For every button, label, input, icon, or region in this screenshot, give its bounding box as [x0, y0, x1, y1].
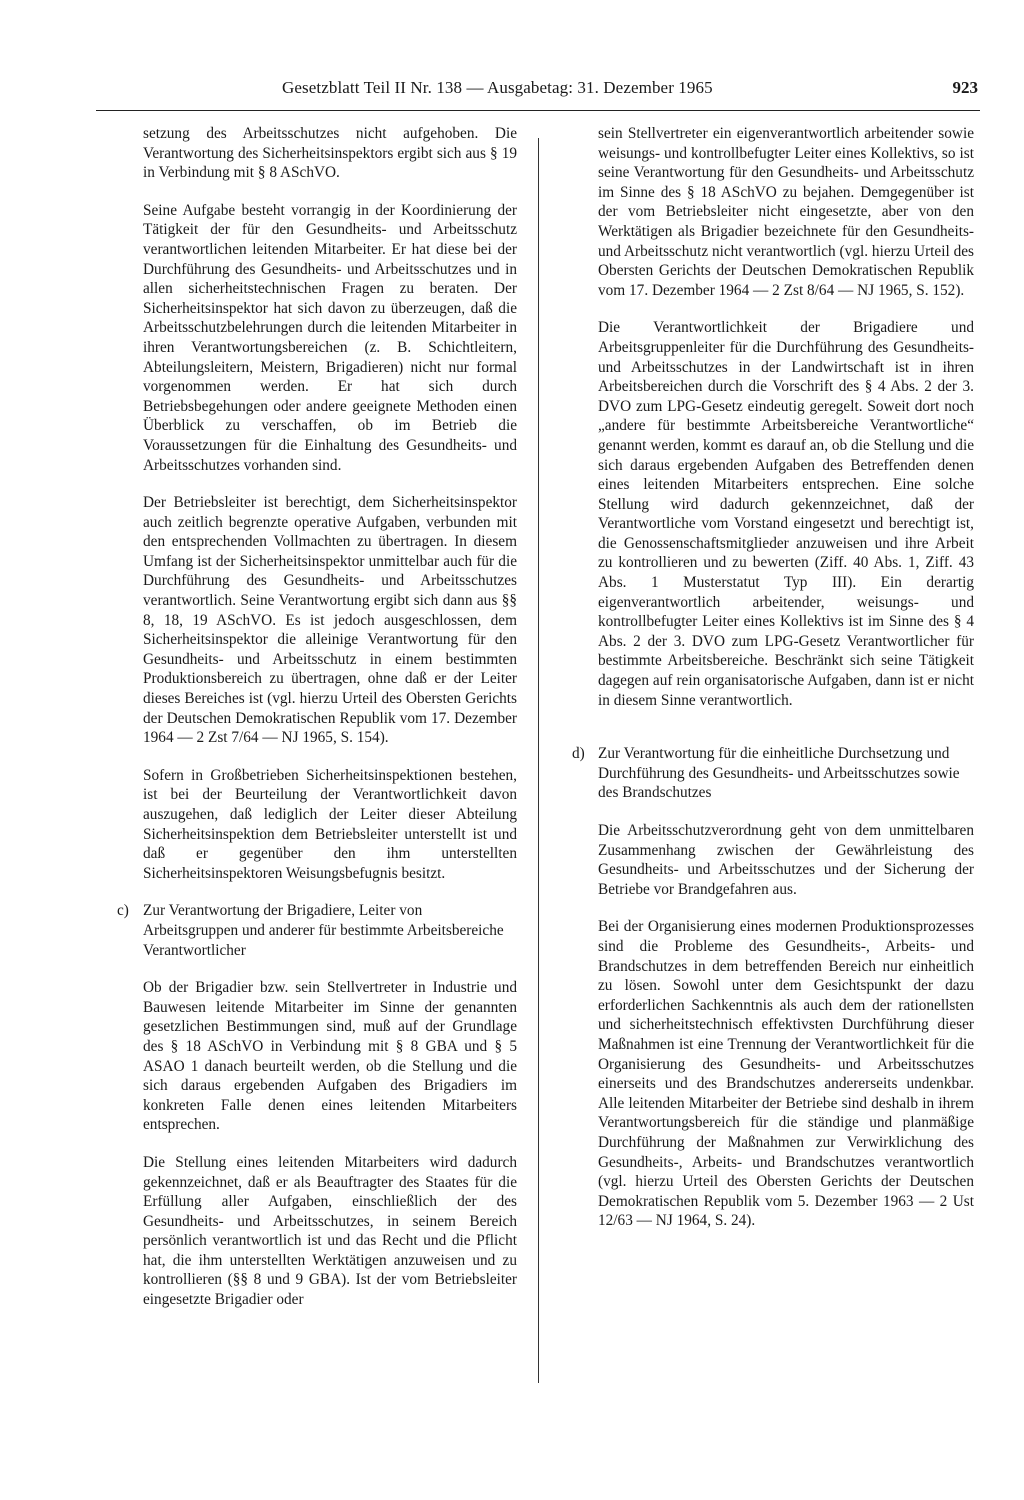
section-heading: Zur Verantwortung der Brigadiere, Leiter von Arbeitsgruppen und anderer für bestimmte Arbeitsbereiche Verantwortlicher: [143, 902, 504, 959]
paragraph: Ob der Brigadier bzw. sein Stellvertreter in Industrie und Bauwesen leitende Mitarbeiter im Sinne der genannten gesetzlichen Bestimmungen sind, muß auf der Grundlage des § 18 ASchVO in Verbindung mit § 8 GBA und § 5 ASAO 1 danach beurteilt werden, ob die Stellung und die sich daraus ergebenden Aufgaben des Brigadiers im konkreten Falle denen eines leitenden Mitarbeiters entsprechen.: [143, 979, 517, 1134]
column-divider: [538, 138, 539, 1383]
page-header: [96, 78, 980, 111]
paragraph: Bei der Organisierung eines modernen Produktionsprozesses sind die Probleme des Gesundheits-, Arbeits- und Brandschutzes in dem betreffenden Bereich nur einheitlich zu lösen. Sowohl unter dem Gesichtspunkt der dazu erforderlichen Sachkenntnis als auch dem der rationellsten und sicherheitstechnisch effektivsten Durchführung dieser Maßnahmen ist eine Trennung der Verantwortlichkeit für die Organisierung des Gesundheits- und Arbeitsschutzes einerseits und des Brandschutzes andererseits undenkbar. Alle leitenden Mitarbeiter der Betriebe sind deshalb in ihrem Verantwortungsbereich für die ständige und planmäßige Durchführung der Maßnahmen zur Verwirklichung des Gesundheits-, Arbeits- und Brandschutzes verantwortlich (vgl. hierzu Urteil des Obersten Gerichts der Deutschen Demokratischen Republik vom 5. Dezember 1963 — 2 Ust 12/63 — NJ 1964, S. 24).: [598, 918, 974, 1230]
page-number: 923: [952, 78, 978, 97]
section-heading: Zur Verantwortung für die einheitliche Durchsetzung und Durchführung des Gesundheits- und Arbeitsschutzes sowie des Brandschutzes: [598, 745, 960, 802]
paragraph: Die Verantwortlichkeit der Brigadiere und Arbeitsgruppenleiter für die Durchführung des Gesundheits- und Arbeitsschutzes in der Landwirtschaft ist in ihren Arbeitsbereichen durch die Vorschrift des § 4 Abs. 2 der 3. DVO zum LPG-Gesetz eindeutig geregelt. Soweit dort noch „andere für bestimmte Arbeitsbereiche Verantwortliche“ genannt werden, kommt es darauf an, ob die Stellung und die sich daraus ergebenden Aufgaben des Betreffenden denen eines leitenden Mitarbeiters entsprechen. Eine solche Stellung wird dadurch gekennzeichnet, daß der Verantwortliche vom Vorstand eingesetzt und berechtigt ist, die Genossenschaftsmitglieder anzuweisen und ihre Arbeit zu kontrollieren und zu bewerten (Ziff. 40 Abs. 1, Ziff. 43 Abs. 1 Musterstatut Typ III). Ein derartig eigenverantwortlich arbeitender, weisungs- und kontrollbefugter Leiter eines Kollektivs ist im Sinne des § 4 Abs. 2 der 3. DVO zum LPG-Gesetz Verantwortlicher für bestimmte Arbeitsbereiche. Beschränkt sich seine Tätigkeit dagegen auf rein organisatorische Aufgaben, dann ist er nicht in diesem Sinne verantwortlich.: [598, 319, 974, 709]
section-c: [117, 901, 517, 960]
section-d: [572, 744, 974, 803]
section-letter: c): [117, 902, 129, 920]
paragraph: Seine Aufgabe besteht vorrangig in der Koordinierung der Tätigkeit der für den Gesundheits- und Arbeitsschutz verantwortlichen leitenden Mitarbeiter. Er hat diese bei der Durchführung des Gesundheits- und Arbeitsschutzes und in allen sicherheitstechnischen Fragen zu beraten. Der Sicherheitsinspektor hat sich davon zu überzeugen, daß die Arbeitsschutzbelehrungen durch die leitenden Mitarbeiter in ihren Verantwortungsbereichen (z. B. Schichtleitern, Abteilungsleitern, Meistern, Brigadieren) nicht nur formal vorgenommen werden. Er hat sich durch Betriebsbegehungen oder andere geeignete Methoden einen Überblick zu verschaffen, ob im Betrieb die Voraussetzungen für die Einhaltung des Gesundheits- und Arbeitsschutzes vorhanden sind.: [143, 201, 517, 474]
paragraph: Sofern in Großbetrieben Sicherheitsinspektionen bestehen, ist bei der Beurteilung der Verantwortlichkeit davon auszugehen, daß lediglich der Leiter dieser Abteilung Sicherheitsinspektion dem Betriebsleiter unterstellt ist und daß er gegenüber den ihm unterstellten Sicherheitsinspektoren Weisungsbefugnis besitzt.: [143, 766, 517, 882]
paragraph: Die Arbeitsschutzverordnung geht von dem unmittelbaren Zusammenhang zwischen der Gewährleistung des Gesundheits- und Arbeitsschutzes und der Sicherung der Betriebe vor Brandgefahren aus.: [598, 822, 974, 898]
paragraph: sein Stellvertreter ein eigenverantwortlich arbeitender sowie weisungs- und kontrollbefugter Leiter eines Kollektivs, so ist seine Verantwortung für den Gesundheits- und Arbeitsschutz im Sinne des § 18 ASchVO zu bejahen. Demgegenüber ist der vom Betriebsleiter nicht eingesetzte, aber von den Werktätigen als Brigadier bezeichnete für den Gesundheits- und Arbeitsschutz nicht verantwortlich (vgl. hierzu Urteil des Obersten Gerichts der Deutschen Demokratischen Republik vom 17. Dezember 1964 — 2 Zst 8/64 — NJ 1965, S. 152).: [598, 125, 974, 299]
header-title: Gesetzblatt Teil II Nr. 138 — Ausgabetag: 31. Dezember 1965: [282, 78, 713, 97]
right-column: [572, 124, 974, 1249]
paragraph: Die Stellung eines leitenden Mitarbeiters wird dadurch gekennzeichnet, daß er als Beauftragter des Staates für die Erfüllung aller Aufgaben, einschließlich der des Gesundheits- und Arbeitsschutzes, in seinem Bereich persönlich verantwortlich ist und das Recht und die Pflicht hat, die ihm unterstellten Werktätigen anzuweisen und zu kontrollieren (§§ 8 und 9 GBA). Ist der vom Betriebsleiter eingesetzte Brigadier oder: [143, 1153, 517, 1309]
section-letter: d): [572, 745, 585, 763]
left-column: [117, 124, 517, 1328]
paragraph: Der Betriebsleiter ist berechtigt, dem Sicherheitsinspektor auch zeitlich begrenzte operative Aufgaben, verbunden mit den entsprechenden Vollmachten zu übertragen. In diesem Umfang ist der Sicherheitsinspektor unmittelbar auch für die Durchführung des Gesundheits- und Arbeitsschutzes verantwortlich. Seine Verantwortung ergibt sich dann aus §§ 8, 18, 19 ASchVO. Es ist jedoch ausgeschlossen, dem Sicherheitsinspektor die alleinige Verantwortung für den Gesundheits- und Arbeitsschutz in einem bestimmten Produktionsbereich zu übertragen, ohne daß er der Leiter dieses Bereiches ist (vgl. hierzu Urteil des Obersten Gerichts der Deutschen Demokratischen Republik vom 17. Dezember 1964 — 2 Zst 7/64 — NJ 1965, S. 154).: [143, 494, 517, 747]
paragraph: setzung des Arbeitsschutzes nicht aufgehoben. Die Verantwortung des Sicherheitsinspektors ergibt sich aus § 19 in Verbindung mit § 8 ASchVO.: [143, 125, 517, 182]
